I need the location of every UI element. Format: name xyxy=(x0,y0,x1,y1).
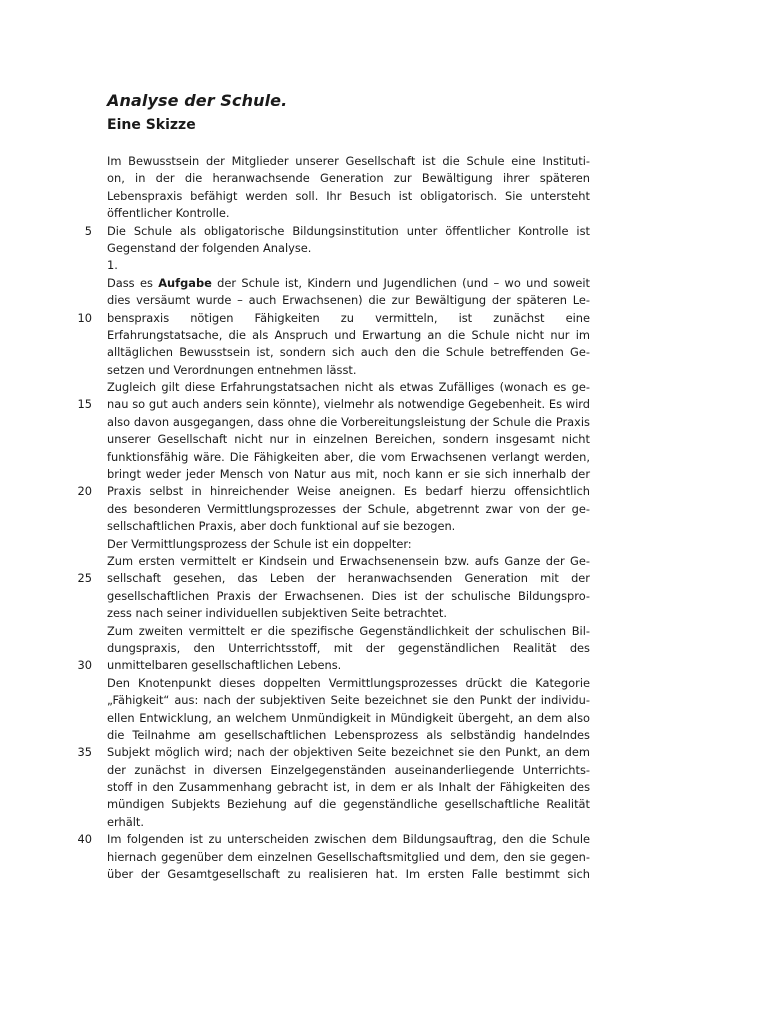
document-title: Analyse der Schule. xyxy=(107,91,288,110)
text-line xyxy=(107,379,590,396)
text-line xyxy=(107,605,590,622)
line-number: 10 xyxy=(77,310,92,325)
text-line xyxy=(107,344,590,361)
text-line xyxy=(107,449,590,466)
line-text: Zum ersten vermittelt er Kindsein und Erwachsenensein bzw. aufs Ganze der Ge- xyxy=(107,553,590,568)
text-line xyxy=(107,849,590,866)
text-line xyxy=(107,414,590,431)
line-text: „Fähigkeit“ aus: nach der subjektiven Seite bezeichnet sie den Punkt der individu- xyxy=(107,693,590,708)
line-text: zess nach seiner individuellen subjektiven Seite betrachtet. xyxy=(107,606,448,621)
text-line xyxy=(107,501,590,518)
text-line xyxy=(84,223,590,240)
line-text: erhält. xyxy=(107,814,144,829)
line-text: Erfahrungstatsache, die als Anspruch und Erwartung an die Schule nicht nur im xyxy=(107,327,590,342)
line-text: Gegenstand der folgenden Analyse. xyxy=(107,240,312,255)
line-text: Die Schule als obligatorische Bildungsinstitution unter öffentlicher Kontrolle ist xyxy=(107,223,590,238)
text-line xyxy=(77,657,590,674)
line-text: Praxis selbst in hinreichender Weise aneignen. Es bedarf hierzu offensichtlich xyxy=(107,484,590,499)
line-text: gesellschaftlichen Praxis der Erwachsenen. Dies ist der schulische Bildungspro- xyxy=(107,588,590,603)
text-line xyxy=(107,205,590,222)
line-text: Der Vermittlungsprozess der Schule ist ein doppelter: xyxy=(107,536,412,551)
line-text: Im Bewusstsein der Mitglieder unserer Gesellschaft ist die Schule eine Instituti- xyxy=(107,154,590,168)
line-text: nau so gut auch anders sein könnte), vielmehr als notwendige Gegebenheit. Es wird xyxy=(107,397,590,412)
line-text: 1. xyxy=(107,258,118,273)
text-line xyxy=(77,396,590,413)
line-text: benspraxis nötigen Fähigkeiten zu vermitteln, ist zunächst eine xyxy=(107,310,590,325)
line-text: Den Knotenpunkt dieses doppelten Vermittlungsprozesses drückt die Kategorie xyxy=(107,675,590,690)
text-line xyxy=(107,814,590,831)
line-text: stoff in den Zusammenhang gebracht ist, in dem er als Inhalt der Fähigkeiten des xyxy=(107,780,590,795)
body-text xyxy=(77,153,590,883)
line-text: bringt weder jeder Mensch von Natur aus mit, noch kann er sie sich innerhalb der xyxy=(107,467,590,482)
line-number: 25 xyxy=(77,571,92,586)
line-number: 20 xyxy=(77,484,92,499)
line-text-segment: der Schule ist, Kindern und Jugendlichen (und – wo und soweit xyxy=(211,275,590,290)
line-number: 40 xyxy=(77,832,92,847)
text-line xyxy=(107,362,590,379)
text-line xyxy=(77,831,590,848)
line-text: über der Gesamtgesellschaft zu realisieren hat. Im ersten Falle bestimmt sich xyxy=(107,867,590,882)
document-subtitle: Eine Skizze xyxy=(107,117,196,133)
text-line xyxy=(107,727,590,744)
text-line xyxy=(107,779,590,796)
text-line xyxy=(107,518,590,535)
text-line xyxy=(107,292,590,309)
text-line xyxy=(107,240,590,257)
text-line xyxy=(107,675,590,692)
line-text: dies versäumt wurde – auch Erwachsenen) die zur Bewältigung der späteren Le- xyxy=(107,293,590,308)
text-line xyxy=(107,866,590,883)
text-line xyxy=(107,692,590,709)
line-text-segment: Dass es xyxy=(107,275,159,290)
line-text: on, in der die heranwachsende Generation zur Bewältigung ihrer späteren xyxy=(107,171,590,186)
line-text: der zunächst in diversen Einzelgegenständen auseinanderliegende Unterrichts- xyxy=(107,762,590,777)
line-number: 30 xyxy=(77,658,92,673)
line-text: Lebenspraxis befähigt werden soll. Ihr Besuch ist obligatorisch. Sie untersteht xyxy=(107,188,590,203)
text-line xyxy=(107,275,590,292)
text-line xyxy=(107,553,590,570)
line-text: Zum zweiten vermittelt er die spezifische Gegenständlichkeit der schulischen Bil- xyxy=(107,623,590,638)
text-line xyxy=(107,431,590,448)
text-line xyxy=(107,188,590,205)
text-line xyxy=(107,640,590,657)
text-line xyxy=(107,170,590,187)
line-text: funktionsfähig wäre. Die Fähigkeiten aber, die vom Erwachsenen verlangt werden, xyxy=(107,449,590,464)
text-line xyxy=(107,623,590,640)
line-text: setzen und Verordnungen entnehmen lässt. xyxy=(107,362,357,377)
text-line xyxy=(107,536,590,553)
line-text xyxy=(107,275,590,292)
line-text: öffentlicher Kontrolle. xyxy=(107,206,230,221)
text-line xyxy=(107,257,590,274)
text-line xyxy=(107,153,590,170)
emphasized-word: Aufgabe xyxy=(158,275,212,290)
text-line xyxy=(77,483,590,500)
line-text: unmittelbaren gesellschaftlichen Lebens. xyxy=(107,658,342,673)
text-line xyxy=(107,327,590,344)
text-line xyxy=(107,588,590,605)
line-text: mündigen Subjekts Beziehung auf die gegenständliche gesellschaftliche Realität xyxy=(107,797,590,812)
text-line xyxy=(107,762,590,779)
line-text: unserer Gesellschaft nicht nur in einzelnen Bereichen, sondern insgesamt nicht xyxy=(107,432,590,447)
line-text: also davon ausgegangen, dass ohne die Vorbereitungsleistung der Schule die Praxis xyxy=(107,414,590,429)
line-text: Im folgenden ist zu unterscheiden zwischen dem Bildungsauftrag, den die Schule xyxy=(107,832,590,847)
text-line xyxy=(107,466,590,483)
line-text: hiernach gegenüber dem einzelnen Gesellschaftsmitglied und dem, den sie gegen- xyxy=(107,849,590,864)
line-text: Subjekt möglich wird; nach der objektiven Seite bezeichnet sie den Punkt, an dem xyxy=(107,745,590,760)
line-text: Zugleich gilt diese Erfahrungstatsachen nicht als etwas Zufälliges (wonach es ge- xyxy=(107,380,590,395)
text-line xyxy=(77,310,590,327)
text-line xyxy=(107,710,590,727)
line-text: sellschaftlichen Praxis, aber doch funktional auf sie bezogen. xyxy=(107,519,456,534)
line-number: 5 xyxy=(84,223,92,238)
text-line xyxy=(77,570,590,587)
text-line xyxy=(77,744,590,761)
text-line xyxy=(107,796,590,813)
line-number: 15 xyxy=(77,397,92,412)
line-text: dungspraxis, den Unterrichtsstoff, mit der gegenständlichen Realität des xyxy=(107,640,590,655)
line-text: ellen Entwicklung, an welchem Unmündigkeit in Mündigkeit übergeht, an dem also xyxy=(107,710,590,725)
line-number: 35 xyxy=(77,745,92,760)
line-text: des besonderen Vermittlungsprozesses der Schule, abgetrennt zwar von der ge- xyxy=(107,501,590,516)
line-text: alltäglichen Bewusstsein ist, sondern sich auch den die Schule betreffenden Ge- xyxy=(107,345,590,360)
line-text: die Teilnahme am gesellschaftlichen Lebensprozess als selbständig handelndes xyxy=(107,727,590,742)
line-text: sellschaft gesehen, das Leben der heranwachsenden Generation mit der xyxy=(107,571,590,586)
